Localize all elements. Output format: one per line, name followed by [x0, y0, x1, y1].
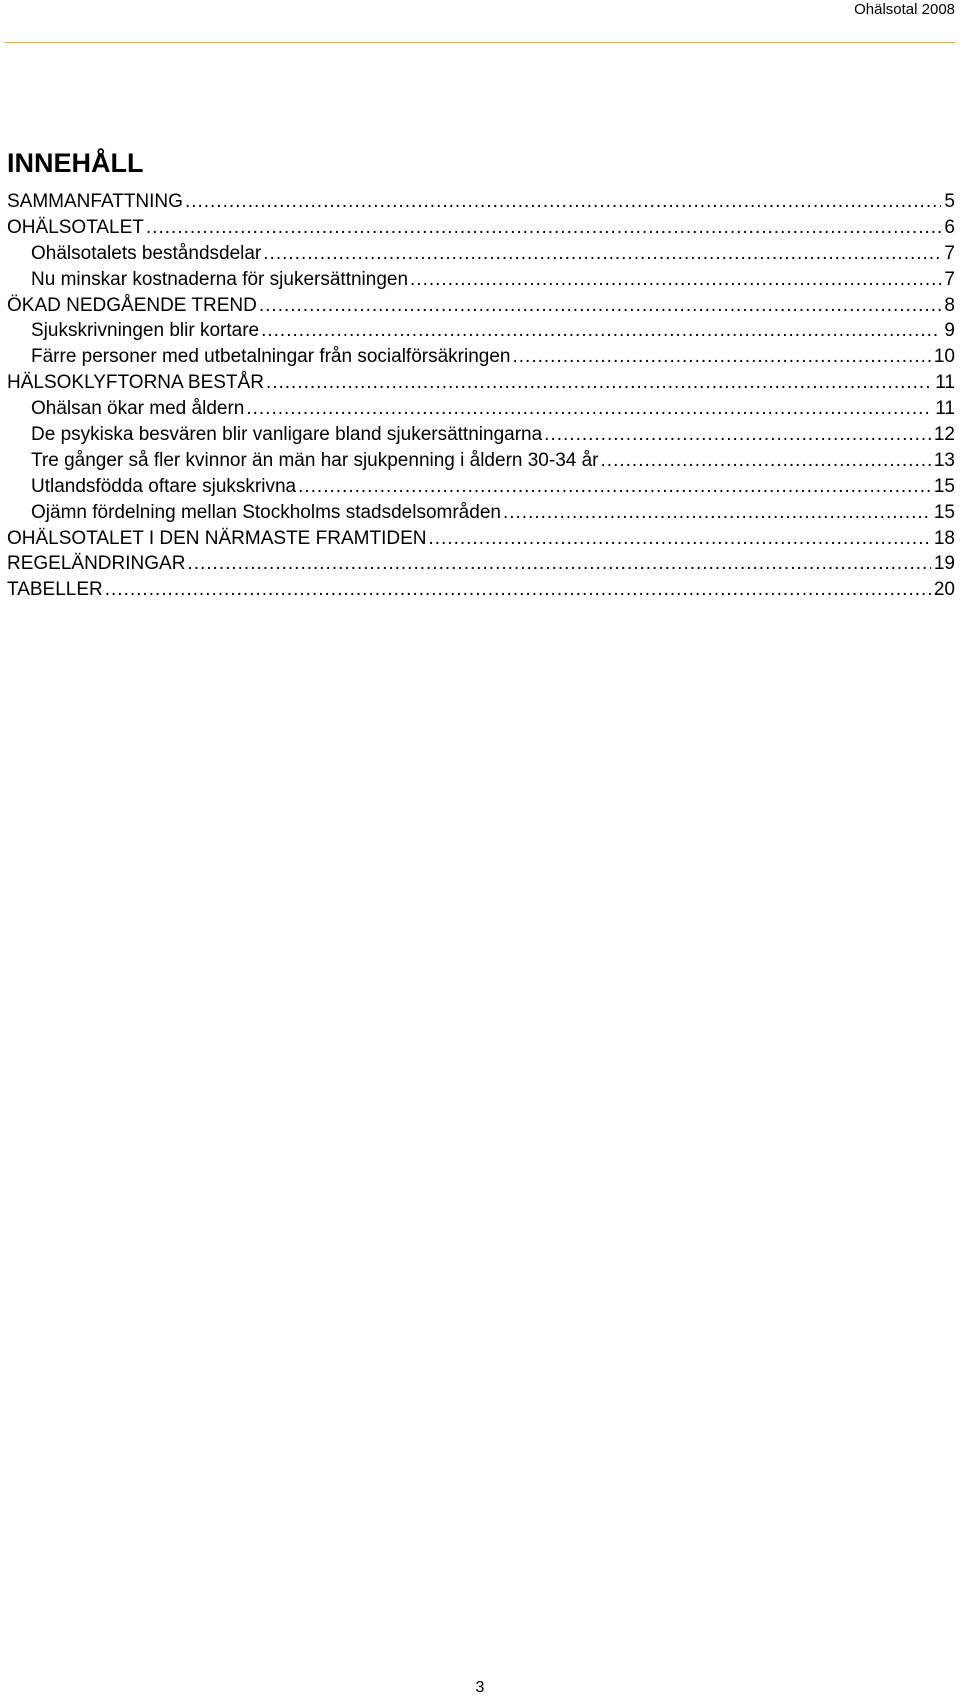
- dot-leader: [146, 215, 942, 241]
- toc-entry-page: 10: [933, 346, 955, 368]
- toc-entry-page: 8: [944, 294, 955, 316]
- toc-entry-label: Tre gånger så fler kvinnor än män har sjukpenning i åldern 30-34 år: [31, 449, 599, 471]
- dot-leader: [263, 241, 941, 267]
- toc-entry-minskar-kostnaderna[interactable]: [7, 267, 955, 293]
- toc-entry-label: OHÄLSOTALET I DEN NÄRMASTE FRAMTIDEN: [7, 527, 427, 549]
- dot-leader: [428, 526, 930, 552]
- toc-entry-label: Ohälsan ökar med åldern: [31, 398, 245, 420]
- toc-entry-label: TABELLER: [7, 579, 103, 601]
- toc-entry-ohalsotalet[interactable]: [7, 215, 955, 241]
- toc-entry-page: 5: [944, 191, 955, 212]
- toc-entry-label: SAMMANFATTNING: [7, 191, 183, 212]
- toc-entry-page: 15: [933, 475, 955, 497]
- dot-leader: [105, 577, 931, 603]
- toc-entry-page: 12: [933, 424, 955, 446]
- dot-leader: [185, 189, 941, 215]
- toc-entry-sammanfattning[interactable]: [7, 189, 955, 215]
- toc-entry-page: 18: [933, 527, 955, 549]
- toc-entry-tabeller[interactable]: [7, 577, 955, 603]
- dot-leader: [261, 318, 941, 344]
- dot-leader: [601, 448, 931, 474]
- dot-leader: [246, 396, 932, 422]
- toc-entry-page: 20: [933, 579, 955, 601]
- toc-entry-label: Ohälsotalets beståndsdelar: [31, 242, 262, 264]
- toc-entry-label: HÄLSOKLYFTORNA BESTÅR: [7, 372, 264, 394]
- toc-entry-label: Nu minskar kostnaderna för sjukersättningen: [31, 268, 409, 290]
- toc-entry-label: Ojämn fördelning mellan Stockholms stadsdelsområden: [31, 501, 501, 523]
- toc-entry-ojamn-fordelning[interactable]: [7, 500, 955, 526]
- toc-entry-page: 13: [933, 449, 955, 471]
- dot-leader: [259, 293, 942, 319]
- toc-entry-page: 11: [935, 372, 955, 394]
- toc-entry-ohalsan-okar[interactable]: [7, 396, 955, 422]
- toc-entry-ohalsotalets-bestandsdelar[interactable]: [7, 241, 955, 267]
- toc-title: INNEHÅLL: [7, 148, 144, 178]
- toc-entry-regelandringar[interactable]: [7, 551, 955, 577]
- toc-entry-utlandsfodda[interactable]: [7, 474, 955, 500]
- toc-entry-page: 6: [944, 216, 955, 238]
- dot-leader: [266, 370, 932, 396]
- toc-entry-okad-nedgaende-trend[interactable]: [7, 293, 955, 319]
- page-number: 3: [475, 1679, 485, 1696]
- toc-entry-sjukskrivningen-kortare[interactable]: [7, 318, 955, 344]
- toc-entry-page: 11: [935, 398, 955, 420]
- toc-entry-label: REGELÄNDRINGAR: [7, 553, 186, 575]
- toc-entry-psykiska-besvaren[interactable]: [7, 422, 955, 448]
- toc-entry-page: 19: [933, 553, 955, 575]
- toc-entry-halsoklyftorna-bestar[interactable]: [7, 370, 955, 396]
- header-divider: [5, 42, 955, 43]
- toc-entry-label: Sjukskrivningen blir kortare: [31, 320, 260, 342]
- dot-leader: [512, 344, 930, 370]
- toc-entry-label: OHÄLSOTALET: [7, 216, 144, 238]
- toc-entry-label: Färre personer med utbetalningar från socialförsäkringen: [31, 346, 511, 368]
- toc-entry-page: 9: [944, 320, 955, 342]
- toc-entry-tre-ganger[interactable]: [7, 448, 955, 474]
- toc-entry-narmaste-framtiden[interactable]: [7, 526, 955, 552]
- table-of-contents: [7, 189, 955, 603]
- dot-leader: [410, 267, 941, 293]
- toc-entry-label: De psykiska besvären blir vanligare bland sjukersättningarna: [31, 424, 543, 446]
- toc-entry-label: ÖKAD NEDGÅENDE TREND: [7, 294, 257, 316]
- dot-leader: [298, 474, 931, 500]
- dot-leader: [544, 422, 931, 448]
- toc-entry-label: Utlandsfödda oftare sjukskrivna: [31, 475, 297, 497]
- toc-entry-farre-personer[interactable]: [7, 344, 955, 370]
- running-header: Ohälsotal 2008: [854, 1, 955, 18]
- dot-leader: [503, 500, 931, 526]
- dot-leader: [187, 551, 930, 577]
- toc-entry-page: 7: [944, 242, 955, 264]
- toc-entry-page: 15: [933, 501, 955, 523]
- toc-entry-page: 7: [944, 268, 955, 290]
